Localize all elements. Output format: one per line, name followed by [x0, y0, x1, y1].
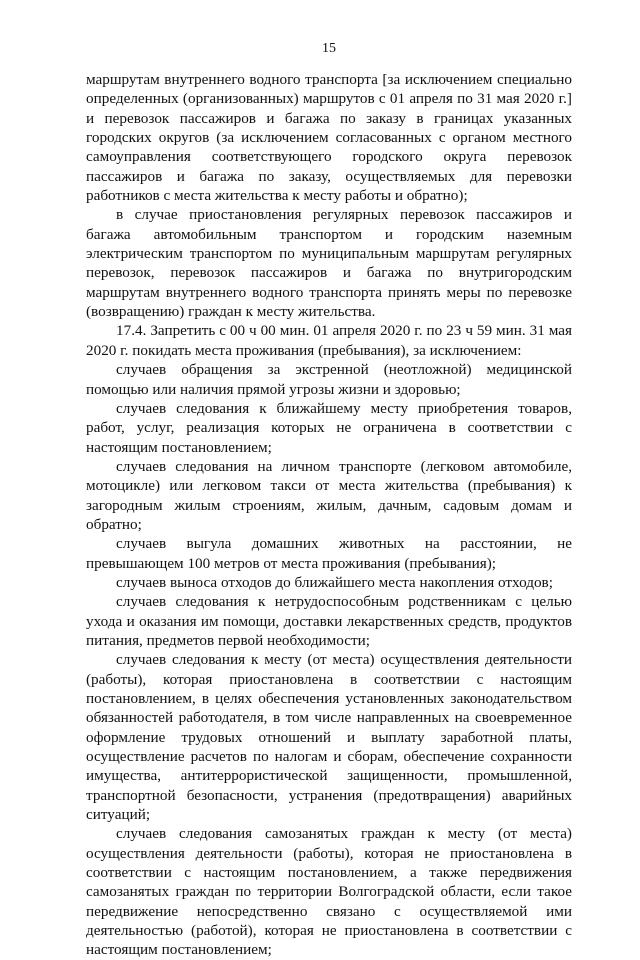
paragraph: случаев следования к месту (от места) осуществления деятельности (работы), которая приостановлена в соответствии с настоящим постановлением, в целях обеспечения установленных законодательством обязанностей работодателя, в том числе направленных на своевременное оформление трудовых отношений и выплату заработной платы, осуществление расчетов по налогам и сборам, обеспечение сохранности имущества, антитеррористической защищенности, промышленной, транспортной безопасности, устранения (предотвращения) аварийных ситуаций; [86, 651, 572, 824]
paragraph: случаев следования к ближайшему месту приобретения товаров, работ, услуг, реализация которых не ограничена в соответствии с настоящим постановлением; [86, 399, 572, 456]
paragraph: случаев следования к нетрудоспособным родственникам с целью ухода и оказания им помощи, доставки лекарственных средств, продуктов питания, предметов первой необходимости; [86, 593, 572, 649]
paragraph: случаев обращения за экстренной (неотложной) медицинской помощью или наличия прямой угрозы жизни и здоровью; [86, 361, 572, 398]
paragraph: случаев следования самозанятых граждан к месту (от места) осуществления деятельности (работы), которая не приостановлена в соответствии с настоящим постановлением, а также передвижения самозанятых граждан по территории Волгоградской области, если такое передвижение непосредственно связано с осуществляемой ими деятельностью (работой), которая не приостановлена в соответствии с настоящим постановлением; [86, 825, 572, 959]
paragraph: 17.4. Запретить с 00 ч 00 мин. 01 апреля 2020 г. по 23 ч 59 мин. 31 мая 2020 г. покидать места проживания (пребывания), за исключением: [86, 322, 572, 359]
page-number: 15 [322, 41, 336, 56]
paragraph: маршрутам внутреннего водного транспорта [за исключением специально определенных (организованных) маршрутов с 01 апреля по 31 мая 2020 г.] и перевозок пассажиров и багажа по заказу в границах указанных городских округов (за исключением согласованных с органом местного самоуправления соответствующего городского округа перевозок пассажиров и багажа по заказу, осуществляемых для перевозки работников с места жительства к месту работы и обратно); [86, 71, 572, 205]
paragraph: случаев следования на личном транспорте (легковом автомобиле, мотоцикле) или легковом такси от места жительства (пребывания) к загородным жилым строениям, жилым, дачным, садовым домам и обратно; [86, 457, 572, 533]
paragraph: в случае приостановления регулярных перевозок пассажиров и багажа автомобильным транспортом и городским наземным электрическим транспортом по муниципальным маршрутам регулярных перевозок, перевозок пассажиров и багажа по внутригородским маршрутам внутреннего водного транспорта принять меры по перевозке (возвращению) граждан к месту жительства. [86, 206, 572, 321]
document-body [86, 70, 572, 960]
paragraph: случаев выноса отходов до ближайшего места накопления отходов; [116, 573, 553, 591]
paragraph: случаев выгула домашних животных на расстоянии, не превышающем 100 метров от места проживания (пребывания); [86, 535, 572, 572]
